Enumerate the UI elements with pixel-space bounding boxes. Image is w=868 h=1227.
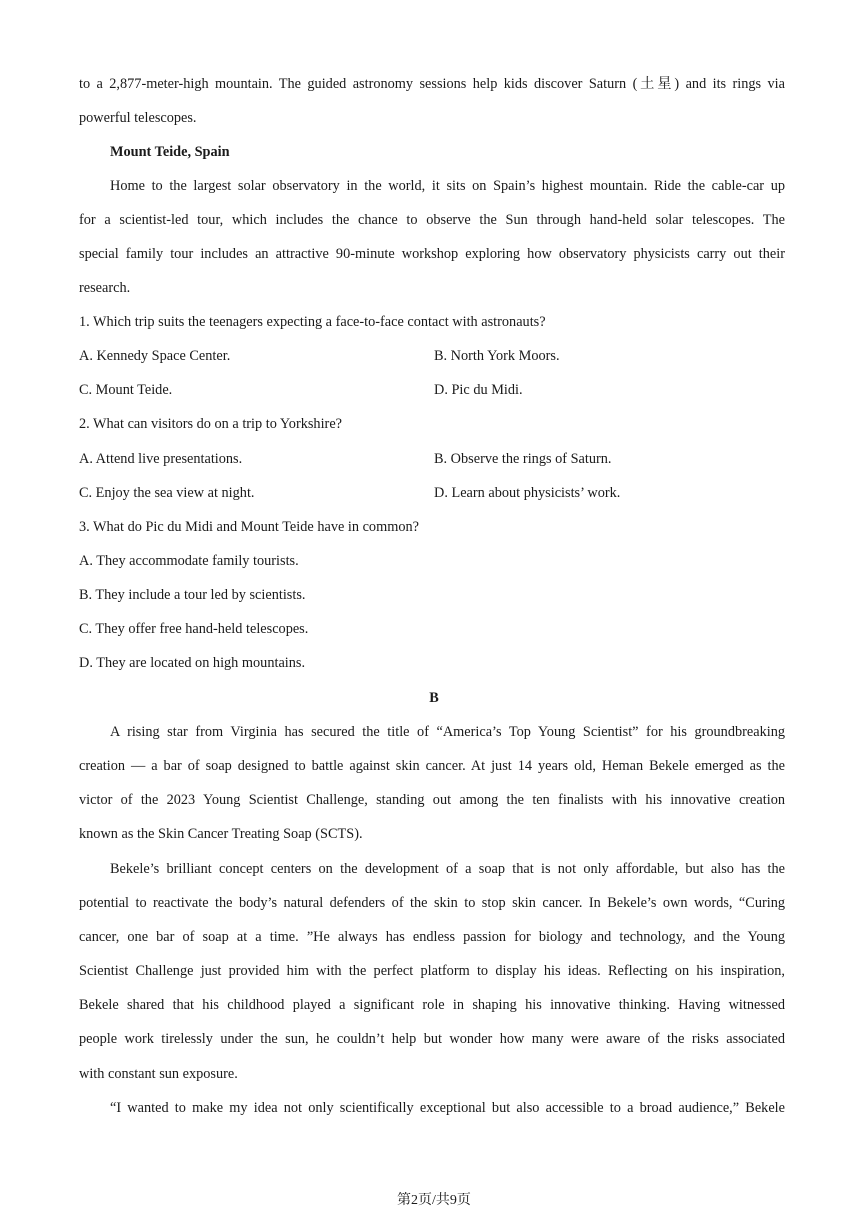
intro-line: to a 2,877-meter-high mountain. The guided astronomy sessions help kids discover Saturn (土星) and its rings via xyxy=(79,76,785,92)
teide-line: research. xyxy=(79,280,131,296)
question-3-option-c: C. They offer free hand-held telescopes. xyxy=(79,621,309,637)
question-1-option-d: D. Pic du Midi. xyxy=(434,382,523,398)
passage-b-line: people work tirelessly under the sun, he couldn’t help but wonder how many were aware of the risks associated xyxy=(79,1031,785,1047)
question-2-option-a: A. Attend live presentations. xyxy=(79,451,243,467)
question-3-option-a: A. They accommodate family tourists. xyxy=(79,553,299,569)
page-number-footer: 第2页/共9页 xyxy=(397,1193,471,1208)
question-3-option-d: D. They are located on high mountains. xyxy=(79,655,306,671)
question-3-option-b: B. They include a tour led by scientists. xyxy=(79,587,306,603)
question-3-stem: 3. What do Pic du Midi and Mount Teide have in common? xyxy=(79,519,419,535)
passage-b-line: A rising star from Virginia has secured the title of “America’s Top Young Scientist” for his groundbreaking xyxy=(110,724,785,740)
question-2-option-c: C. Enjoy the sea view at night. xyxy=(79,485,255,501)
passage-b-line: “I wanted to make my idea not only scientifically exceptional but also accessible to a broad audience,” Bekele xyxy=(110,1100,785,1116)
passage-b-line: victor of the 2023 Young Scientist Challenge, standing out among the ten finalists with his innovative creation xyxy=(79,792,785,808)
teide-line: for a scientist-led tour, which includes the chance to observe the Sun through hand-held solar telescopes. The xyxy=(79,212,785,228)
teide-line: Home to the largest solar observatory in the world, it sits on Spain’s highest mountain. Ride the cable-car up xyxy=(110,178,785,194)
intro-line: powerful telescopes. xyxy=(79,110,197,126)
question-2-option-d: D. Learn about physicists’ work. xyxy=(434,485,621,501)
question-1-option-b: B. North York Moors. xyxy=(434,348,560,364)
section-b-title: B xyxy=(429,690,439,706)
passage-b-line: known as the Skin Cancer Treating Soap (SCTS). xyxy=(79,826,363,842)
question-1-option-a: A. Kennedy Space Center. xyxy=(79,348,231,364)
passage-b-line: creation — a bar of soap designed to battle against skin cancer. At just 14 years old, Heman Bekele emerged as the xyxy=(79,758,785,774)
passage-b-line: Scientist Challenge just provided him with the perfect platform to display his ideas. Reflecting on his inspiration, xyxy=(79,963,785,979)
question-1-option-c: C. Mount Teide. xyxy=(79,382,173,398)
section-heading-mount-teide: Mount Teide, Spain xyxy=(110,144,230,160)
question-1-stem: 1. Which trip suits the teenagers expecting a face-to-face contact with astronauts? xyxy=(79,314,546,330)
teide-line: special family tour includes an attractive 90-minute workshop exploring how observatory physicists carry out their xyxy=(79,246,785,262)
passage-b-line: cancer, one bar of soap at a time. ”He always has endless passion for biology and technology, and the Young xyxy=(79,929,785,945)
passage-b-line: Bekele shared that his childhood played a significant role in shaping his innovative thinking. Having witnessed xyxy=(79,997,785,1013)
passage-b-line: Bekele’s brilliant concept centers on the development of a soap that is not only affordable, but also has the xyxy=(110,861,785,877)
passage-b-line: potential to reactivate the body’s natural defenders of the skin to stop skin cancer. In Bekele’s own words, “Curing xyxy=(79,895,785,911)
passage-b-line: with constant sun exposure. xyxy=(79,1066,238,1082)
question-2-stem: 2. What can visitors do on a trip to Yorkshire? xyxy=(79,416,343,432)
question-2-option-b: B. Observe the rings of Saturn. xyxy=(434,451,612,467)
